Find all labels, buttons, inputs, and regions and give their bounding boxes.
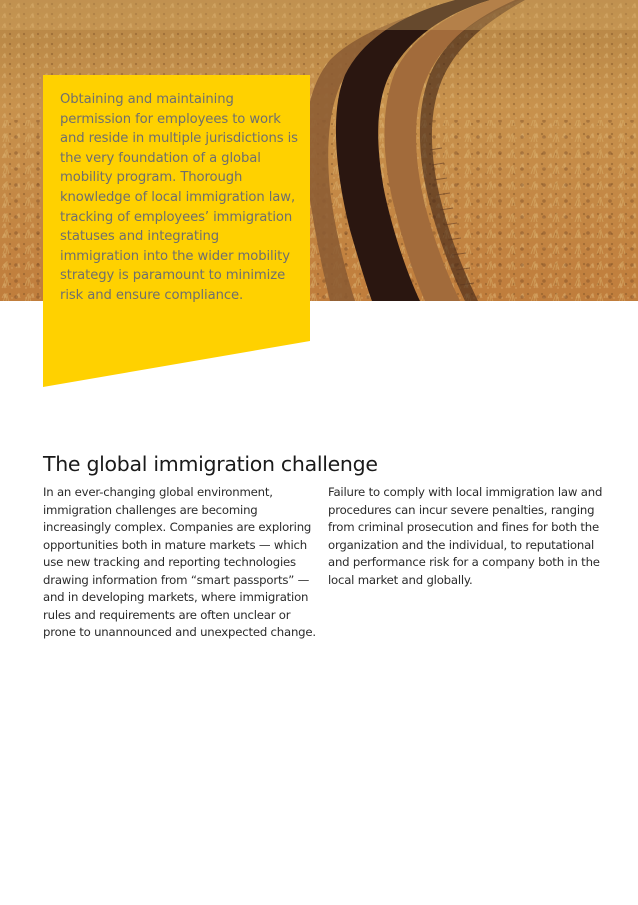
- paragraph-right: Failure to comply with local immigration law and procedures can incur severe penalties, ranging from criminal prosecution and fines for both the organization and the individual, to reputational and performance risk for a company both in the local market and globally.: [328, 485, 603, 587]
- paragraph-left: In an ever-changing global environment, immigration challenges are becoming increasingly complex. Companies are exploring opportunities both in mature markets — which use new tracking and reporting technologies drawing information from “smart passports” — and in developing markets, where immigration rules and requirements are often unclear or prone to unannounced and unexpected change.: [43, 485, 316, 639]
- callout-text: Obtaining and maintaining permission for employees to work and reside in multiple jurisdictions is the very foundation of a global mobility program. Thorough knowledge of local immigration law, tracking of employees’ immigration statuses and integrating immigration into the wider mobility strategy is paramount to minimize risk and ensure compliance.: [60, 92, 298, 303]
- section-title: The global immigration challenge: [43, 452, 378, 476]
- callout-box: [43, 75, 310, 387]
